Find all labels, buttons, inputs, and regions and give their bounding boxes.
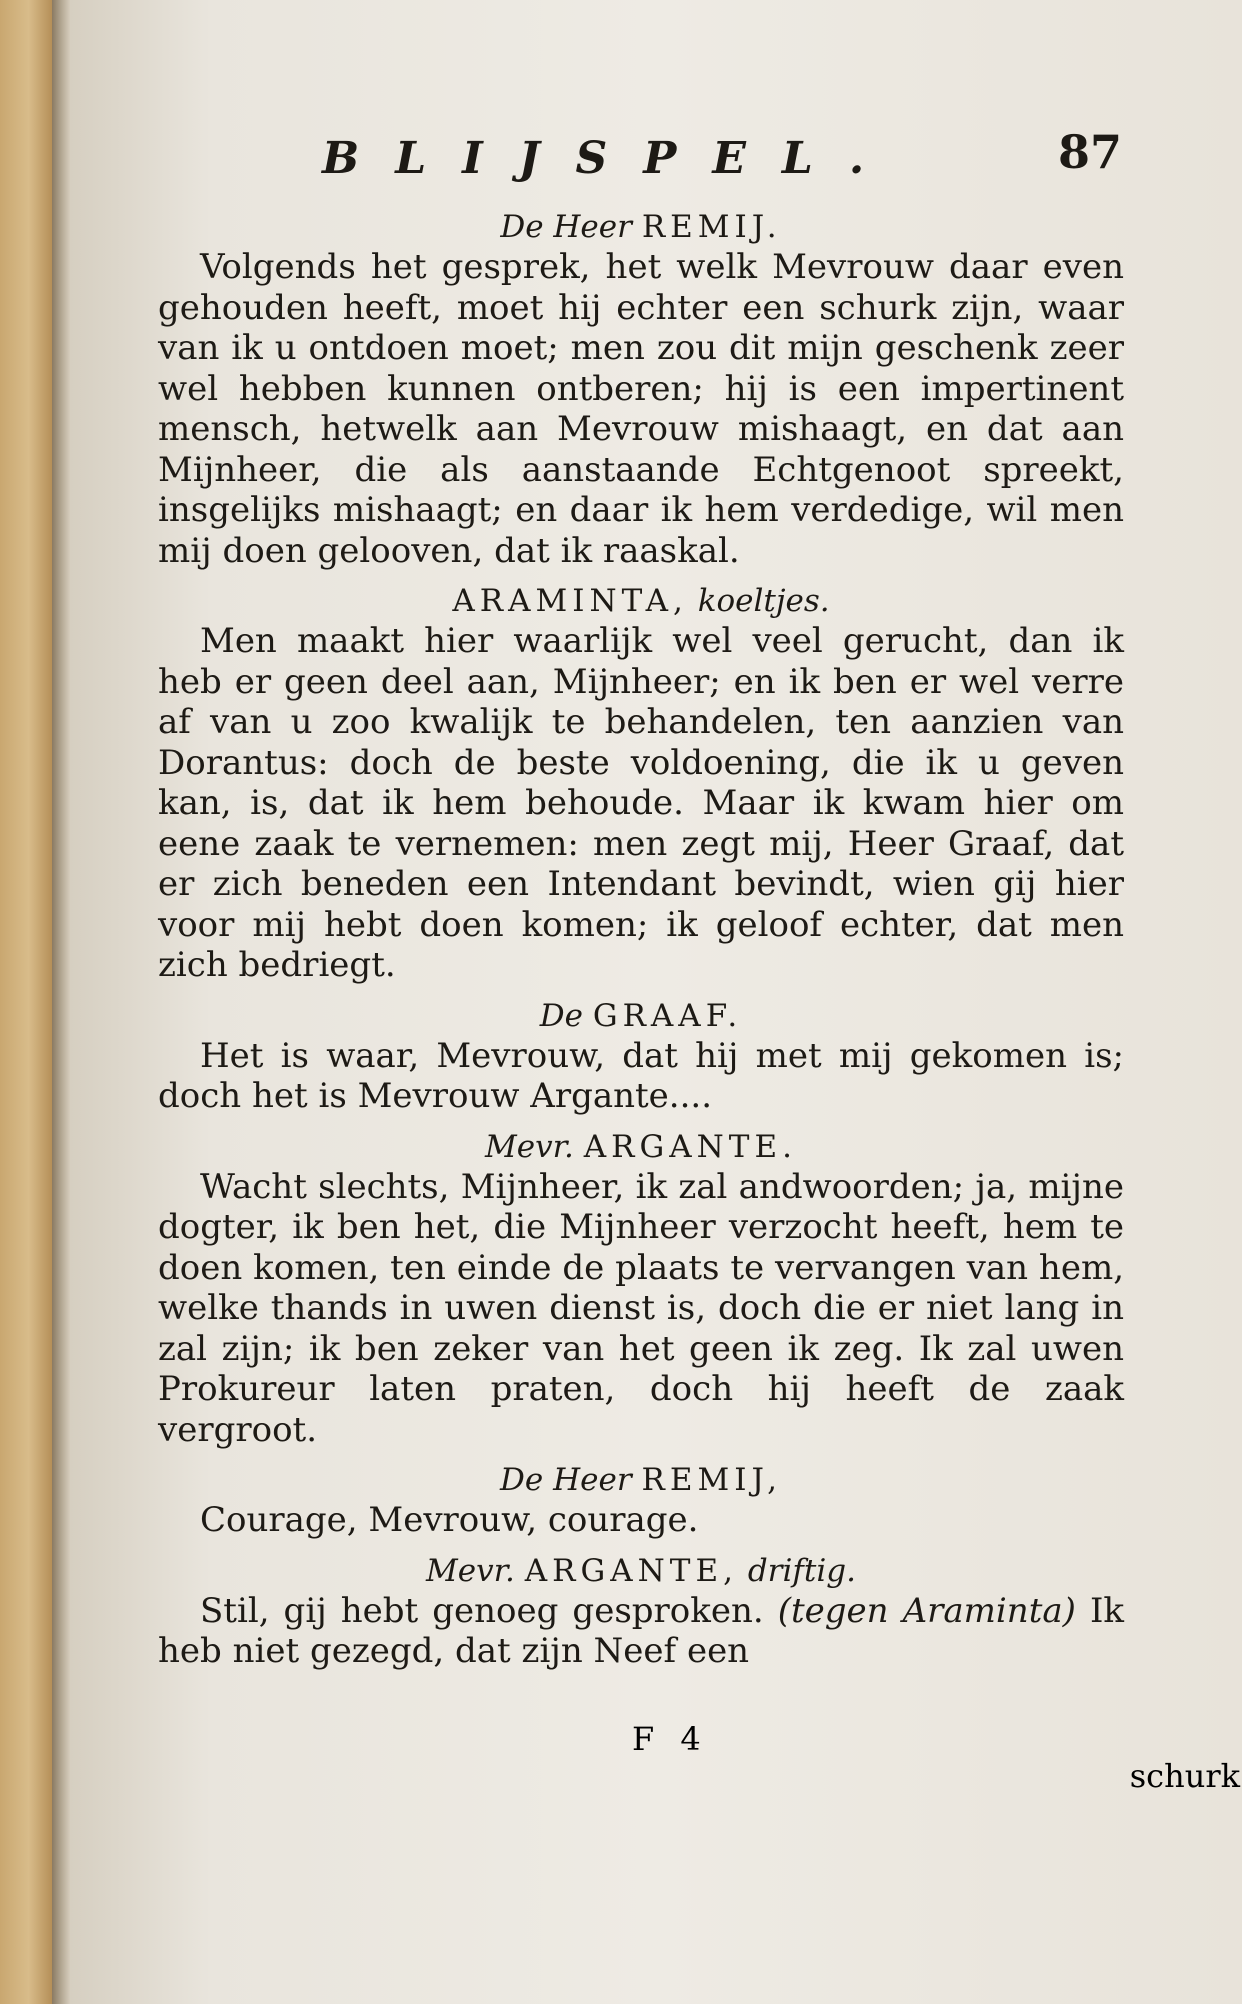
speech-body: Wacht slechts, Mijnheer, ik zal andwoorden; ja, mijne dogter, ik ben het, die Mijnheer verzocht heeft, hem te doen komen, ten einde de plaats te vervangen van hem, welke thands in uwen dienst is, doch die er niet lang in zal zijn; ik ben zeker van het geen ik zeg. Ik zal uwen Prokureur laten praten, doch hij heeft de zaak vergroot. — [158, 1166, 1124, 1450]
speaker-name: REMIJ, — [641, 1462, 782, 1498]
speech-body: Stil, gij hebt genoeg gesproken. — [200, 1590, 764, 1631]
speaker-title: De Heer — [500, 1462, 632, 1498]
speech-text — [158, 1167, 1124, 1451]
speech-text — [158, 1036, 1124, 1117]
speech-text — [158, 621, 1124, 986]
catchword: schurk — [1129, 1757, 1240, 1795]
speaker-heading — [158, 581, 1124, 621]
speaker-title: Mevr. — [485, 1128, 574, 1165]
speaker-heading — [158, 996, 1124, 1036]
speaker-name: ARAMINTA, — [452, 583, 688, 619]
speaker-heading — [158, 1460, 1124, 1500]
speech-text — [158, 247, 1124, 571]
stage-direction: driftig. — [747, 1552, 856, 1589]
speech-body: Men maakt hier waarlijk wel veel gerucht, dan ik heb er geen deel aan, Mijnheer; en ik ben er wel verre af van u zoo kwalijk te behandelen, ten aanzien van Dorantus: doch de beste voldoening, die ik u geven kan, is, dat ik hem behoude. Maar ik kwam hier om eene zaak te vernemen: men zegt mij, Heer Graaf, dat er zich beneden een Intendant bevindt, wien gij hier voor mij hebt doen komen; ik geloof echter, dat men zich bedriegt. — [158, 621, 1124, 985]
speech-text — [158, 1500, 1124, 1541]
speech-body: Volgends het gesprek, het welk Mevrouw daar even gehouden heeft, moet hij echter een schurk zijn, waar van ik u ontdoen moet; men zou dit mijn geschenk zeer wel hebben kunnen ontberen; hij is een impertinent mensch, hetwelk aan Mevrouw mishaagt, en dat aan Mijnheer, die als aanstaande Echtgenoot spreekt, insgelijks mishaagt; en daar ik hem verdedige, wil men mij doen gelooven, dat ik raaskal. — [158, 247, 1124, 571]
speech-body: Het is waar, Mevrouw, dat hij met mij gekomen is; doch het is Mevrouw Argante.... — [158, 1035, 1124, 1116]
speech-body: Courage, Mevrouw, courage. — [200, 1500, 699, 1540]
page-number: 87 — [1057, 125, 1122, 179]
speaker-name: ARGANTE. — [583, 1128, 797, 1165]
speaker-name: GRAAF. — [592, 997, 743, 1034]
speaker-title: De Heer — [500, 209, 632, 245]
speech-text — [158, 1591, 1124, 1672]
book-binding-edge — [0, 0, 52, 2004]
speaker-name: ARGANTE, — [524, 1552, 738, 1589]
speaker-heading — [158, 207, 1124, 247]
page-text-block — [158, 125, 1124, 1682]
speech-body-continued: Ik heb niet gezegd, dat zijn Neef een — [158, 1590, 1124, 1671]
speaker-heading — [158, 1551, 1124, 1591]
book-gutter-shadow — [52, 0, 70, 2004]
signature-mark: F 4 — [632, 1720, 709, 1758]
speaker-heading — [158, 1127, 1124, 1167]
running-head — [158, 125, 1124, 203]
inline-stage-direction: (tegen Araminta) — [777, 1590, 1076, 1631]
running-title: BLIJSPEL. — [322, 133, 901, 184]
speaker-title: De — [539, 997, 583, 1034]
book-page — [70, 0, 1242, 2004]
speaker-name: REMIJ. — [641, 209, 782, 245]
speaker-title: Mevr. — [426, 1552, 515, 1589]
stage-direction: koeltjes. — [697, 583, 830, 619]
